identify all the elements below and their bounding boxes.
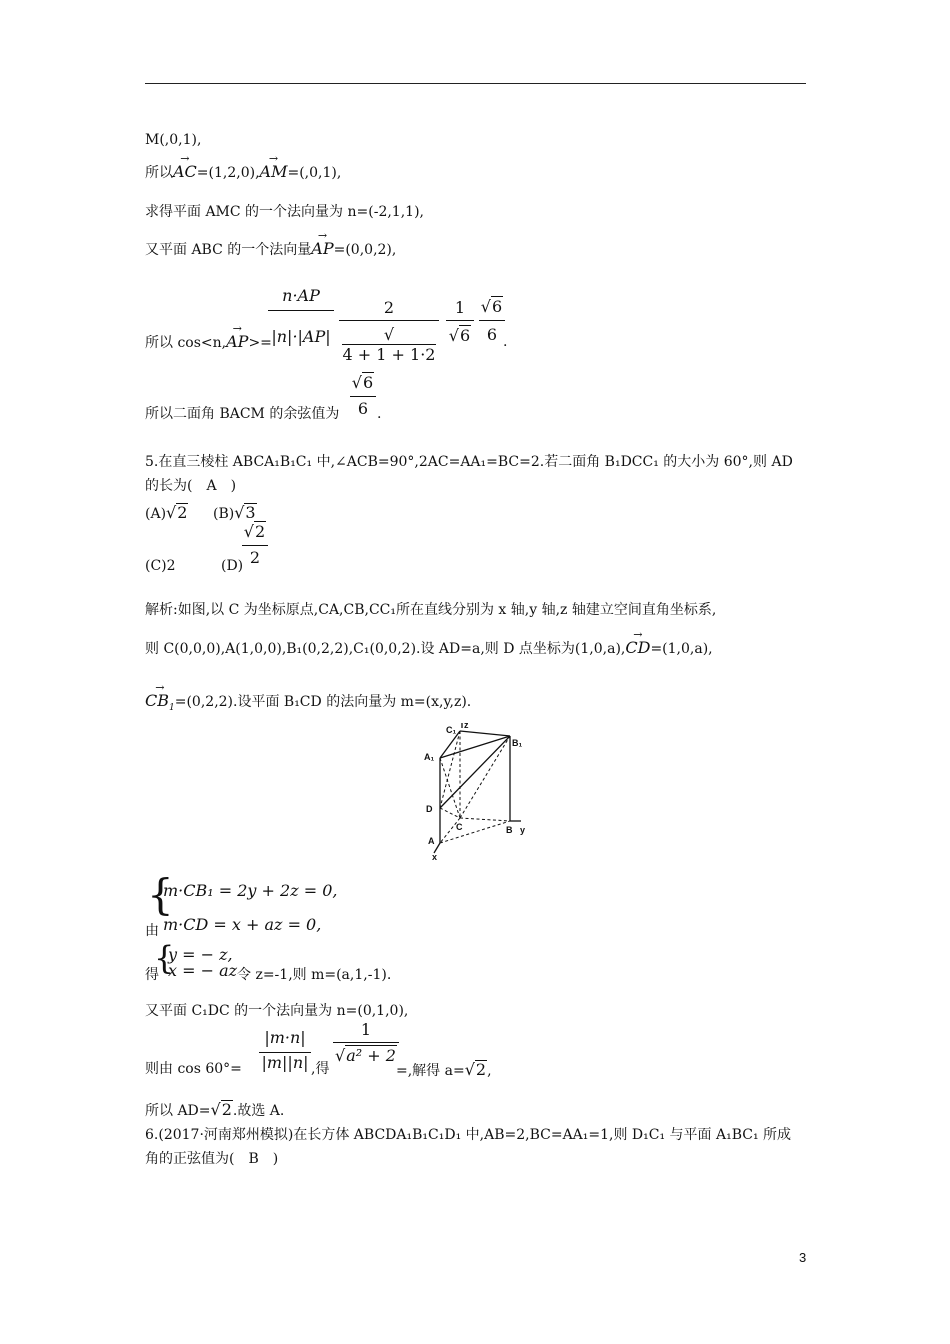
text: 令 z=-1,则 m=(a,1,-1). (237, 967, 392, 983)
figure-label: y (520, 825, 526, 835)
text: =(0,0,2), (333, 242, 397, 258)
edge-C1B1 (460, 731, 510, 736)
vector-CB1: → $CB_1$ (145, 692, 175, 717)
solution-line: 所以 AD=√2.故选 A. (145, 1100, 285, 1119)
equation: x = − az (168, 961, 238, 980)
solution-line: 又平面 C₁DC 的一个法向量为 n=(0,1,0), (145, 1003, 409, 1019)
text: 所以 (145, 165, 173, 181)
vector-AP: → AP (226, 333, 248, 351)
option-c: (C)2 (145, 558, 176, 574)
figure-label: z (464, 720, 469, 730)
text: 得 (145, 967, 159, 983)
left-brace: { (154, 939, 175, 977)
denominator: √4 + 1 + 1·2 (339, 320, 439, 364)
page-number: 3 (799, 1250, 807, 1265)
numerator: 2 (383, 298, 395, 317)
vector-AC: → AC (173, 163, 197, 181)
equation: m·CD = x + az = 0, (163, 915, 322, 934)
numerator: n·AP (282, 286, 320, 305)
text-line (145, 163, 341, 182)
figure-label: A (428, 836, 435, 846)
left-brace: { (147, 870, 174, 919)
segment-DC-hidden (440, 808, 460, 818)
fraction (339, 298, 439, 364)
text-line: 求得平面 AMC 的一个法向量为 n=(-2,1,1), (145, 204, 424, 220)
vector-CD: → CD (625, 639, 650, 657)
text-line: M(,0,1), (145, 132, 202, 148)
fraction (259, 1028, 311, 1072)
vector-AP: → AP (311, 240, 333, 258)
figure-label: A₁ (424, 752, 435, 762)
numerator: √6 (480, 297, 503, 316)
radicand: 4 + 1 + 1·2 (342, 345, 436, 364)
text-line: 所以二面角 BACM 的余弦值为 (145, 406, 340, 422)
segment-CB1-hidden (460, 736, 510, 818)
option-d: (D) (221, 558, 244, 574)
fraction (242, 521, 268, 567)
prism-figure (420, 720, 532, 862)
denominator: √a² + 2 (333, 1042, 399, 1065)
fraction (333, 1020, 399, 1065)
text: 所以 cos<n, (145, 335, 227, 351)
option-b: (B)√3 (213, 503, 256, 522)
fraction (350, 372, 376, 418)
denominator: 6 (479, 320, 505, 344)
numerator: √2 (243, 522, 266, 541)
segment-C1D-hidden (440, 731, 460, 808)
fraction (479, 296, 505, 344)
numerator: √6 (351, 373, 374, 392)
text-line (145, 240, 396, 259)
header-rule (145, 83, 806, 84)
text: . (377, 406, 382, 422)
equation: y = − z, (168, 945, 233, 964)
figure-label: B₁ (512, 738, 523, 748)
solution-line: → $CB_1=(0,2,2)$.设平面 B₁CD 的法向量为 m=(x,y,z). (145, 692, 471, 717)
equation: m·CB₁ = 2y + 2z = 0, (163, 881, 338, 900)
figure-label: x (432, 852, 438, 862)
edge-CB-hidden (460, 818, 510, 821)
denominator: √6 (446, 320, 474, 345)
text-line (145, 333, 272, 352)
text: 由 (145, 923, 159, 939)
text: >= (248, 335, 272, 351)
question-6-line: 6.(2017·河南郑州模拟)在长方体 ABCDA₁B₁C₁D₁ 中,AB=2,BC=AA₁=1,则 D₁C₁ 与平面 A₁BC₁ 所成 (145, 1127, 792, 1143)
vector-AM: → AM (260, 163, 288, 181)
fraction (268, 286, 334, 346)
text: . (503, 334, 508, 350)
figure-label: B (506, 825, 513, 835)
option-a: (A)√2 (145, 503, 188, 522)
figure-label: D (426, 804, 433, 814)
solution-line: 则 C(0,0,0),A(1,0,0),B₁(0,2,2),C₁(0,0,2).设 AD=a,则 D 点坐标为(1,0,a),→ CD=(1,0,a), (145, 639, 713, 658)
denominator: |m||n| (259, 1052, 311, 1072)
denominator: 6 (350, 396, 376, 418)
solution-line: =,解得 a=√2, (396, 1060, 492, 1079)
figure-label: C₁ (446, 725, 457, 735)
text: 又平面 ABC 的一个法向量 (145, 242, 312, 258)
numerator: 1 (454, 298, 466, 317)
question-5-line: 的长为( A ) (145, 478, 237, 494)
numerator: 1 (360, 1020, 372, 1039)
base-diagonal-hidden (440, 821, 510, 843)
text: =(1,2,0), (196, 165, 260, 181)
figure-label: C (456, 822, 463, 832)
solution-line: 解析:如图,以 C 为坐标原点,CA,CB,CC₁所在直线分别为 x 轴,y 轴,z 轴建立空间直角坐标系, (145, 602, 717, 618)
segment-A1C-hidden (440, 758, 460, 818)
solution-line: 则由 cos 60°= (145, 1061, 242, 1077)
question-5-line: 5.在直三棱柱 ABCA₁B₁C₁ 中,∠ACB=90°,2AC=AA₁=BC=2.若二面角 B₁DCC₁ 的大小为 60°,则 AD (145, 454, 793, 470)
text: ,得 (311, 1061, 330, 1077)
question-6-line: 角的正弦值为( B ) (145, 1151, 279, 1167)
numerator: |m·n| (264, 1028, 306, 1047)
denominator: |n|·|AP| (268, 310, 334, 346)
denominator: 2 (242, 545, 268, 567)
fraction (446, 298, 474, 345)
text: =(,0,1), (287, 165, 342, 181)
